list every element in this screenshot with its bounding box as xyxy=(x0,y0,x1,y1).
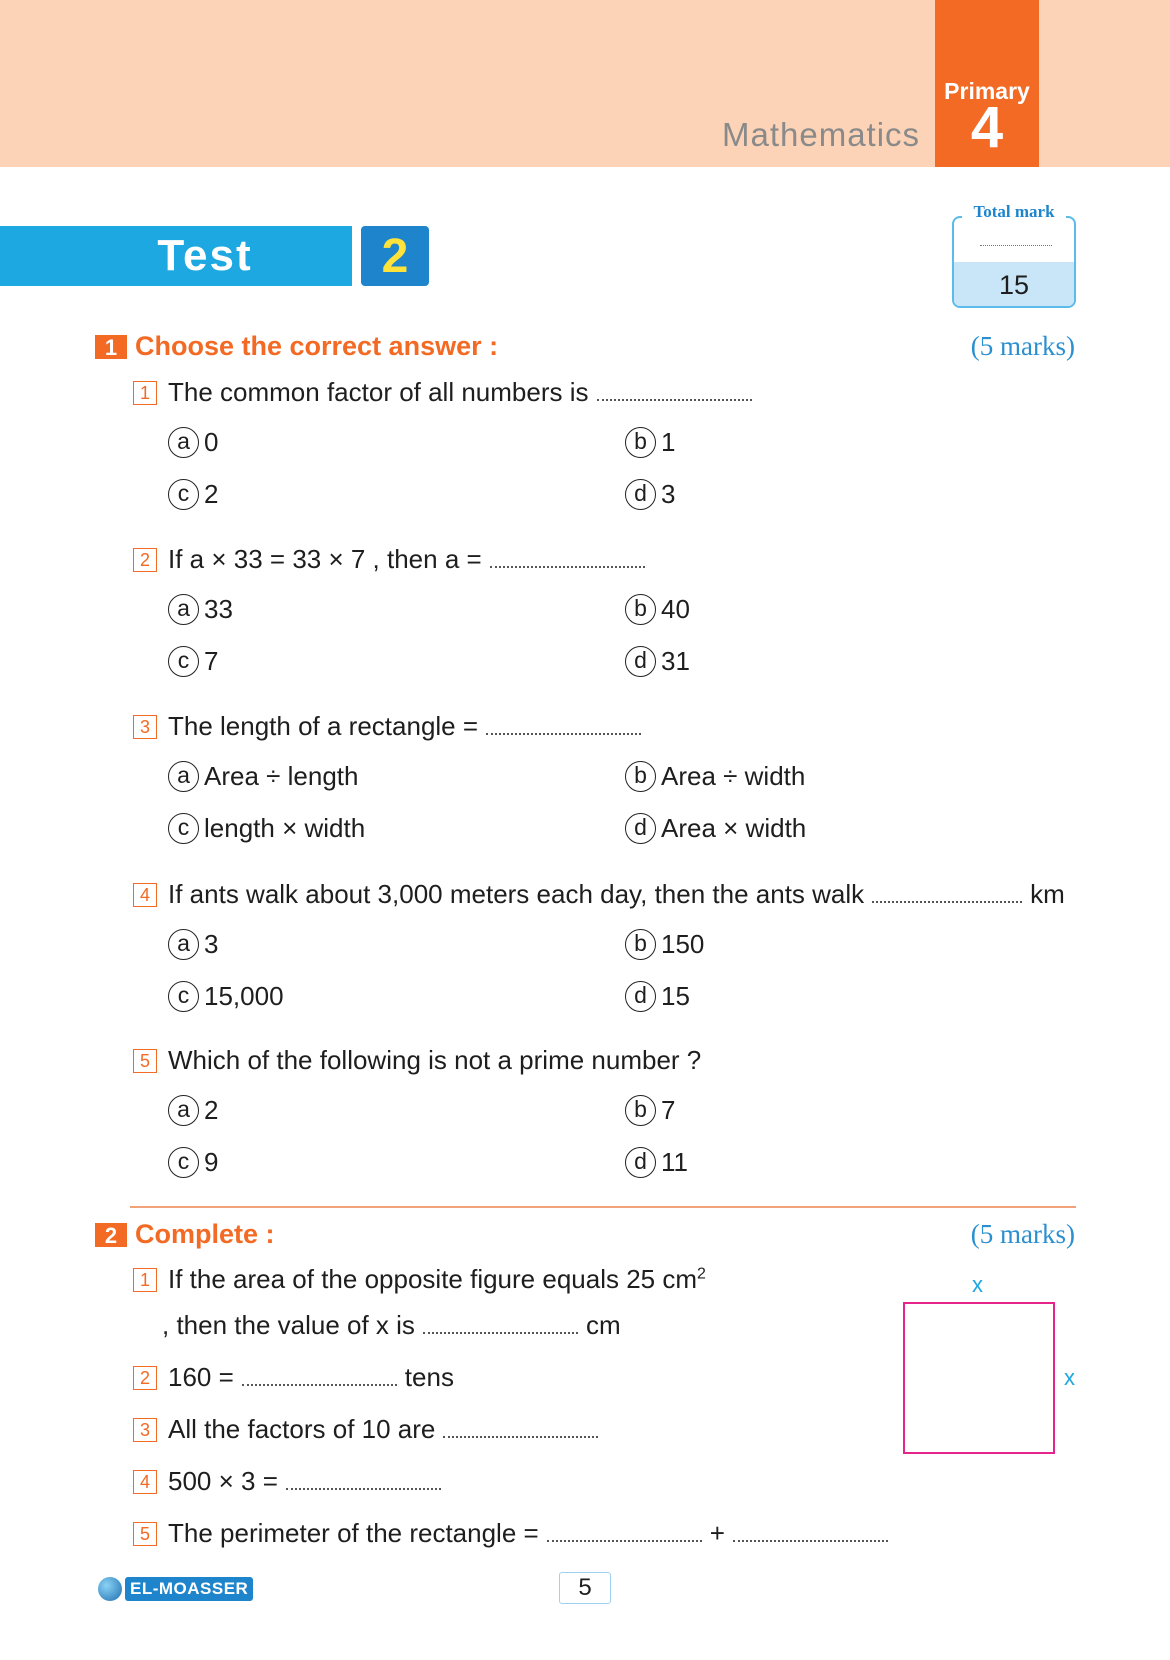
figure-top-label: x xyxy=(972,1272,983,1297)
figure-side-label: x xyxy=(1064,1365,1075,1390)
option-a[interactable]: a 0 xyxy=(168,427,218,460)
answer-blank[interactable] xyxy=(597,399,752,401)
question-text: The length of a rectangle = xyxy=(168,711,649,742)
logo-text: EL-MOASSER xyxy=(125,1577,253,1601)
question-text: Which of the following is not a prime number ? xyxy=(168,1045,702,1075)
option-b[interactable]: b 40 xyxy=(625,594,690,627)
answer-blank[interactable] xyxy=(490,566,645,568)
publisher-logo xyxy=(98,1576,253,1602)
question-number: 4 xyxy=(133,1470,157,1494)
option-a[interactable]: a 3 xyxy=(168,929,218,962)
option-d[interactable]: d 3 xyxy=(625,479,675,512)
question-number: 1 xyxy=(133,381,157,405)
option-c[interactable]: c length × width xyxy=(168,813,365,846)
question-text: 160 = tens xyxy=(168,1362,454,1392)
question-text: If ants walk about 3,000 meters each day, then the ants walk km xyxy=(168,879,1065,909)
answer-blank[interactable] xyxy=(443,1436,598,1438)
section2-title: Complete : xyxy=(135,1219,275,1249)
answer-blank[interactable] xyxy=(733,1540,888,1542)
total-mark-blank xyxy=(980,245,1052,246)
question-text: If the area of the opposite figure equals 25 $cm^2$ xyxy=(168,1264,706,1294)
option-b[interactable]: b 150 xyxy=(625,929,704,962)
test-label: Test xyxy=(157,231,253,280)
option-b[interactable]: b 7 xyxy=(625,1095,675,1128)
option-d[interactable]: d 15 xyxy=(625,981,690,1014)
answer-blank[interactable] xyxy=(242,1384,397,1386)
section2-number: 2 xyxy=(95,1223,127,1247)
question-number: 5 xyxy=(133,1049,157,1073)
question-number: 2 xyxy=(133,548,157,572)
grade-tab xyxy=(935,0,1039,167)
total-mark-title: Total mark xyxy=(962,202,1066,222)
question-number: 3 xyxy=(133,1418,157,1442)
question-text: The common factor of all numbers is xyxy=(168,377,760,408)
question-number: 2 xyxy=(133,1366,157,1390)
section2-marks: (5 marks) xyxy=(970,1219,1075,1249)
question-number: 3 xyxy=(133,715,157,739)
grade-number: 4 xyxy=(970,95,1004,160)
option-c[interactable]: c 15,000 xyxy=(168,981,284,1014)
section1-title: Choose the correct answer : xyxy=(135,331,499,361)
question-text-continued: , then the value of x is cm xyxy=(162,1310,621,1340)
option-d[interactable]: d 31 xyxy=(625,646,690,679)
test-number: 2 xyxy=(361,226,429,286)
option-a[interactable]: a Area ÷ length xyxy=(168,761,358,794)
option-d[interactable]: d 11 xyxy=(625,1147,688,1180)
answer-blank[interactable] xyxy=(486,733,641,735)
total-mark-value: 15 xyxy=(998,270,1030,300)
section-divider xyxy=(130,1206,1076,1208)
page-number: 5 xyxy=(559,1572,611,1604)
question-number: 1 xyxy=(133,1268,157,1292)
option-c[interactable]: c 2 xyxy=(168,479,218,512)
answer-blank[interactable] xyxy=(547,1540,702,1542)
question-number: 5 xyxy=(133,1522,157,1546)
option-b[interactable]: b Area ÷ width xyxy=(625,761,805,794)
question-text: The perimeter of the rectangle = + xyxy=(168,1518,896,1549)
question-text: If a × 33 = 33 × 7 , then a = xyxy=(168,544,653,575)
question-number: 4 xyxy=(133,883,157,907)
answer-blank[interactable] xyxy=(286,1488,441,1490)
section1-number: 1 xyxy=(95,335,127,359)
answer-blank[interactable] xyxy=(872,901,1022,903)
option-d[interactable]: d Area × width xyxy=(625,813,806,846)
square-figure xyxy=(903,1302,1055,1454)
option-b[interactable]: b 1 xyxy=(625,427,675,460)
section1-marks: (5 marks) xyxy=(970,331,1075,361)
option-a[interactable]: a 2 xyxy=(168,1095,218,1128)
globe-icon xyxy=(98,1577,122,1601)
option-c[interactable]: c 7 xyxy=(168,646,218,679)
subject-title: Mathematics xyxy=(722,116,921,153)
grade-level: Primary xyxy=(944,78,1030,104)
option-c[interactable]: c 9 xyxy=(168,1147,218,1180)
option-a[interactable]: a 33 xyxy=(168,594,233,627)
question-text: All the factors of 10 are xyxy=(168,1414,606,1445)
question-text: 500 × 3 = xyxy=(168,1466,449,1497)
answer-blank[interactable] xyxy=(423,1332,578,1334)
